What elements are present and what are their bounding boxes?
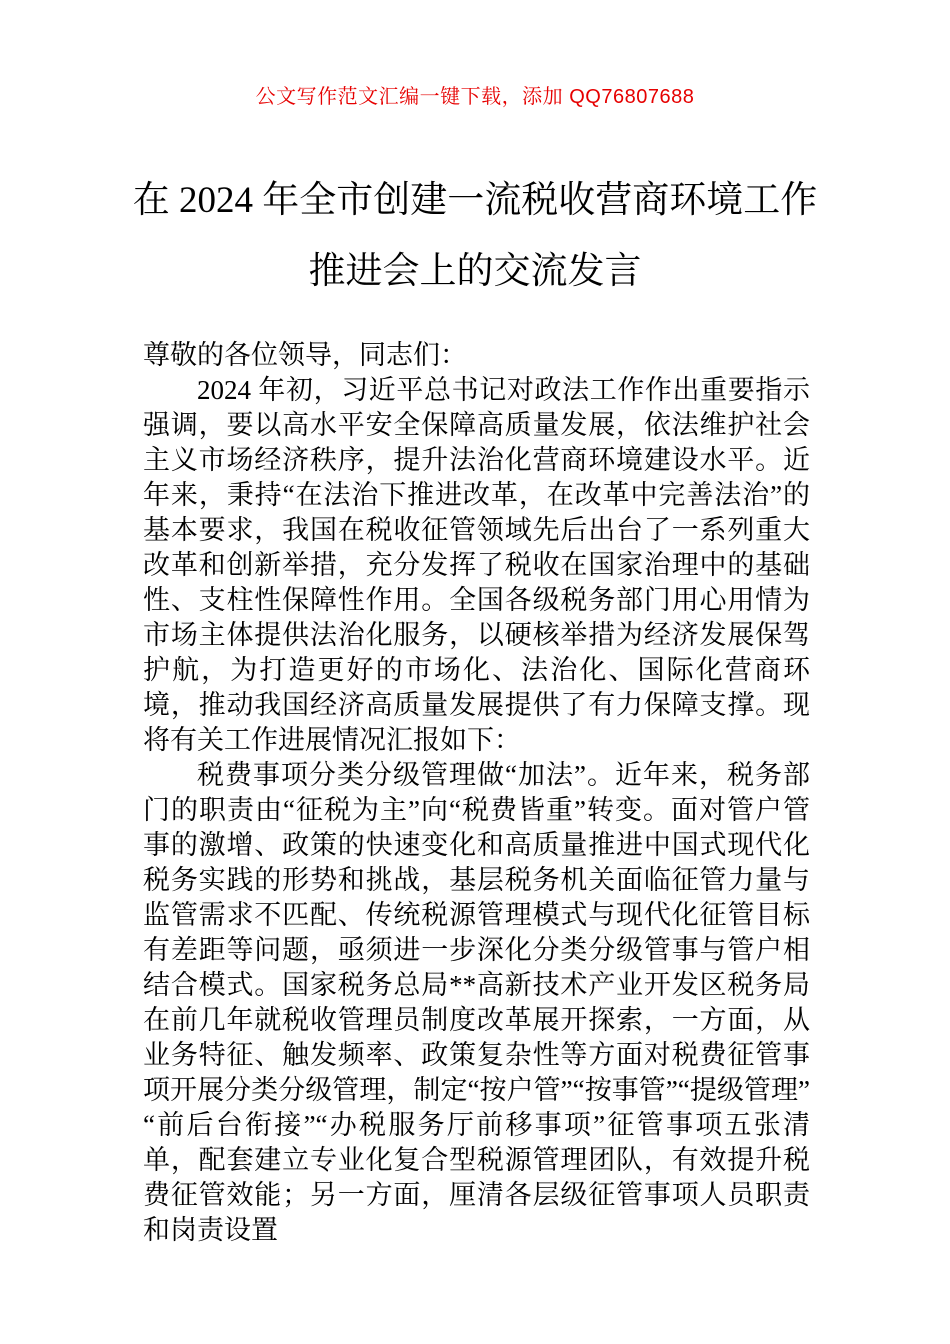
promo-banner-text: 公文写作范文汇编一键下载，添加 QQ76807688 (255, 86, 695, 108)
document-body (143, 338, 810, 1248)
document-title-line-1: 在 2024 年全市创建一流税收营商环境工作 (132, 180, 818, 221)
document-title (0, 165, 950, 307)
document-title-line-2: 推进会上的交流发言 (308, 251, 642, 292)
body-paragraph: 税费事项分类分级管理做“加法”。近年来，税务部门的职责由“征税为主”向“税费皆重”转变。面对管户管事的激增、政策的快速变化和高质量推进中国式现代化税务实践的形势和挑战，基层税务机关面临征管力量与监管需求不匹配、传统税源管理模式与现代化征管目标有差距等问题，亟须进一步深化分类分级管事与管户相结合模式。国家税务总局**高新技术产业开发区税务局在前几年就税收管理员制度改革展开探索，一方面，从业务特征、触发频率、政策复杂性等方面对税费征管事项开展分类分级管理，制定“按户管”“按事管”“提级管理”“前后台衔接”“办税服务厅前移事项”征管事项五张清单，配套建立专业化复合型税源管理团队，有效提升税费征管效能；另一方面，厘清各层级征管事项人员职责和岗责设置 (143, 760, 810, 1245)
body-paragraph: 2024 年初，习近平总书记对政法工作作出重要指示强调，要以高水平安全保障高质量发展，依法维护社会主义市场经济秩序，提升法治化营商环境建设水平。近年来，秉持“在法治下推进改革，在改革中完善法治”的基本要求，我国在税收征管领域先后出台了一系列重大改革和创新举措，充分发挥了税收在国家治理中的基础性、支柱性保障性作用。全国各级税务部门用心用情为市场主体提供法治化服务，以硬核举措为经济发展保驾护航，为打造更好的市场化、法治化、国际化营商环境，推动我国经济高质量发展提供了有力保障支撑。现将有关工作进展情况汇报如下： (143, 375, 810, 755)
salutation: 尊敬的各位领导，同志们： (143, 340, 467, 370)
